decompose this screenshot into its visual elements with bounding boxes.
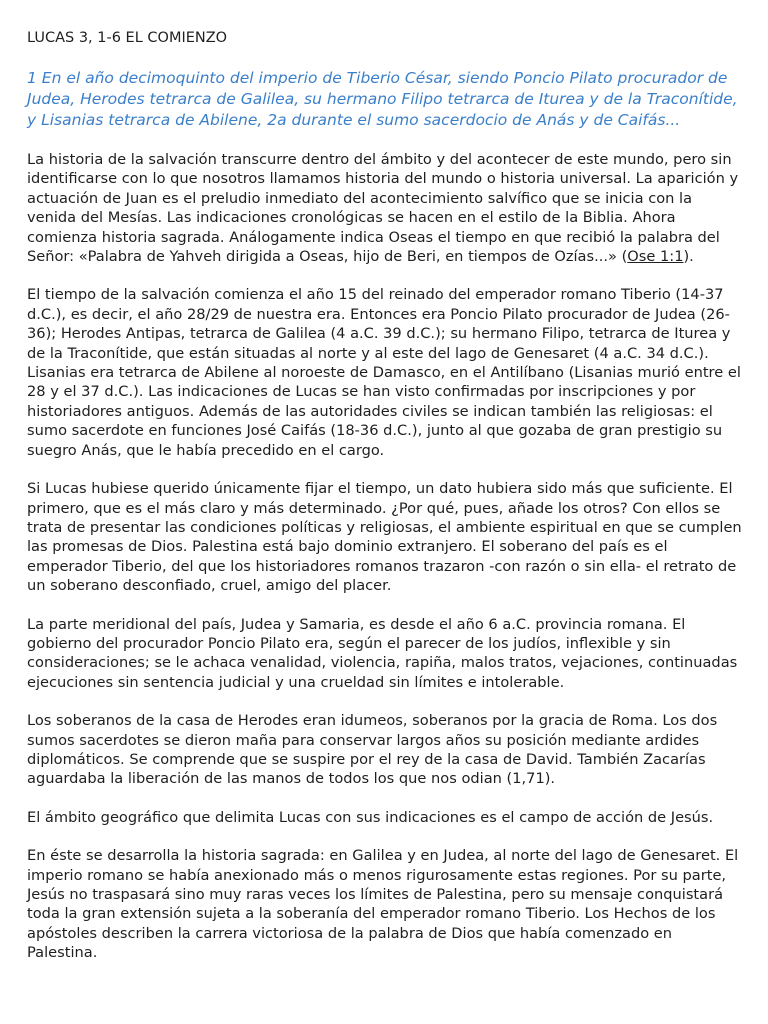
document-page [27, 28, 743, 982]
paragraph-judea-samaria: La parte meridional del país, Judea y Samaria, es desde el año 6 a.C. provincia romana. El gobierno del procurador Poncio Pilato era, según el parecer de los judíos, inflexible y sin consideraciones; se le achaca venalidad, violencia, rapiña, malos tratos, vejaciones, continuadas ejecuciones sin sentencia judicial y una crueldad sin límites e intolerable. [27, 615, 738, 691]
paragraph-history-of-salvation [27, 150, 743, 266]
scripture-reference-link[interactable]: Ose 1:1 [627, 248, 684, 266]
paragraph-text-end: ). [683, 248, 694, 266]
scripture-verse: 1 En el año decimoquinto del imperio de Tiberio César, siendo Poncio Pilato procurador de Judea, Herodes tetrarca de Galilea, su hermano Filipo tetrarca de Iturea y de la Traconítide, y Lisanias tetrarca de Abilene, 2a durante el sumo sacerdocio de Anás y de Caifás... [27, 69, 738, 129]
paragraph-sacred-history: En éste se desarrolla la historia sagrada: en Galilea y en Judea, al norte del lago de Genesaret. El imperio romano se había anexionado más o menos rigurosamente estas regiones. Por su parte, Jesús no traspasará sino muy raras veces los límites de Palestina, pero su mensaje conquistará toda la gran extensión sujeta a la soberanía del emperador romano Tiberio. Los Hechos de los apóstoles describen la carrera victoriosa de la palabra de Dios que había comenzado en Palestina. [27, 847, 739, 962]
paragraph-chronology: El tiempo de la salvación comienza el año 15 del reinado del emperador romano Tiberio (14-37 d.C.), es decir, el año 28/29 de nuestra era. Entonces era Poncio Pilato procurador de Judea (26-36); Herodes Antipas, tetrarca de Galilea (4 a.C. 39 d.C.); su hermano Filipo, tetrarca de Iturea y de la Traconítide, que están situadas al norte y al este del lago de Genesaret (4 a.C. 34 d.C.). Lisanias era tetrarca de Abilene al noroeste de Damasco, en el Antilíbano (Lisanias murió entre el 28 y el 37 d.C.). Las indicaciones de Lucas se han visto confirmadas por inscripciones y por historiadores antiguos. Además de las autoridades civiles se indican también las religiosas: el sumo sacerdote en funciones José Caifás (18-36 d.C.), junto al que gozaba de gran prestigio su suegro Anás, que le había precedido en el cargo. [27, 286, 741, 459]
paragraph-geographic-scope: El ámbito geográfico que delimita Lucas con sus indicaciones es el campo de acción de Jesús. [27, 808, 714, 826]
paragraph-herod-rulers: Los soberanos de la casa de Herodes eran idumeos, soberanos por la gracia de Roma. Los dos sumos sacerdotes se dieron maña para conservar largos años su posición mediante ardides diplomáticos. Se comprende que se suspire por el rey de la casa de David. También Zacarías aguardaba la liberación de las manos de todos los que nos odian (1,71). [27, 712, 718, 788]
page-title: LUCAS 3, 1-6 EL COMIENZO [27, 30, 228, 46]
paragraph-text: La historia de la salvación transcurre dentro del ámbito y del acontecer de este mundo, pero sin identificarse con lo que nosotros llamamos historia del mundo o historia universal. La aparición y actuación de Juan es el preludio inmediato del acontecimiento salvífico que se inicia con la venida del Mesías. Las indicaciones cronológicas se hacen en el estilo de la Biblia. Ahora comienza historia sagrada. Análogamente indica Oseas el tiempo en que recibió la palabra del Señor: «Palabra de Yahveh dirigida a Oseas, hijo de Beri, en tiempos de Ozías...» ( [27, 151, 739, 266]
paragraph-political-context: Si Lucas hubiese querido únicamente fijar el tiempo, un dato hubiera sido más que suficiente. El primero, que es el más claro y más determinado. ¿Por qué, pues, añade los otros? Con ellos se trata de presentar las condiciones políticas y religiosas, el ambiente espiritual en que se cumplen las promesas de Dios. Palestina está bajo dominio extranjero. El soberano del país es el emperador Tiberio, del que los historiadores romanos trazaron -con razón o sin ella- el retrato de un soberano desconfiado, cruel, amigo del placer. [27, 480, 742, 595]
